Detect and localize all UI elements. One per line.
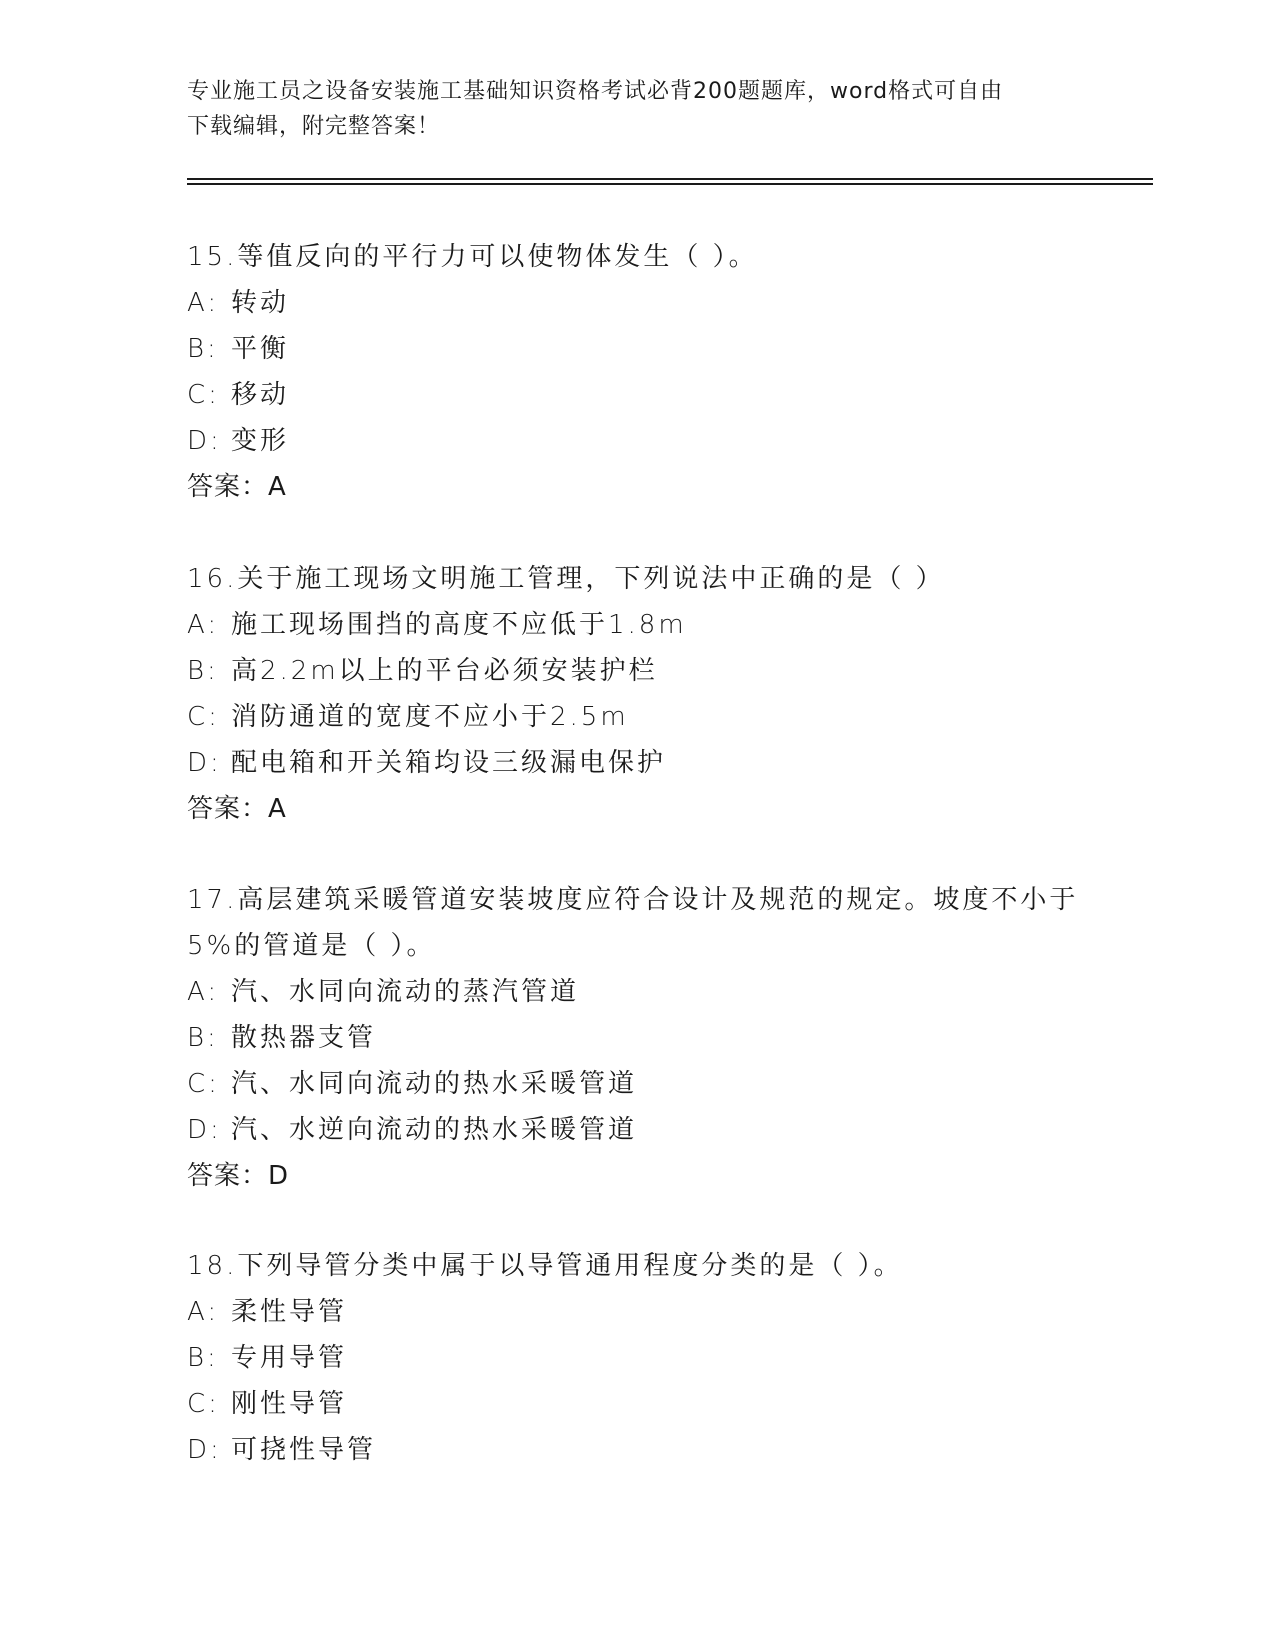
option-letter: D: [187, 426, 222, 456]
option-text: 施工现场围挡的高度不应低于1.8m [231, 610, 687, 640]
option-d [187, 1427, 1107, 1473]
answer-line: 答案：A [187, 794, 287, 824]
header-divider-top [187, 178, 1153, 180]
option-text: 刚性导管 [231, 1389, 348, 1419]
question-18 [187, 1243, 1107, 1473]
option-text: 平衡 [231, 334, 290, 364]
option-letter: B: [187, 1023, 219, 1053]
question-stem-line-1: 17.高层建筑采暖管道安装坡度应符合设计及规范的规定。坡度不小于 [187, 885, 1079, 915]
option-text: 汽、水同向流动的热水采暖管道 [231, 1069, 638, 1099]
option-letter: C: [187, 380, 220, 410]
option-letter: C: [187, 702, 220, 732]
option-text: 汽、水同向流动的蒸汽管道 [231, 977, 580, 1007]
header-line-1: 专业施工员之设备安装施工基础知识资格考试必背200题题库，word格式可自由 [187, 79, 1004, 104]
option-d [187, 418, 1107, 464]
header-line-2: 下载编辑，附完整答案！ [187, 114, 441, 139]
option-text: 变形 [231, 426, 290, 456]
option-d [187, 1107, 1107, 1153]
option-letter: C: [187, 1069, 220, 1099]
option-letter: C: [187, 1389, 220, 1419]
option-b [187, 648, 1107, 694]
option-text: 汽、水逆向流动的热水采暖管道 [231, 1115, 638, 1145]
option-d [187, 740, 1107, 786]
option-text: 消防通道的宽度不应小于2.5m [231, 702, 629, 732]
option-text: 高2.2m以上的平台必须安装护栏 [231, 656, 658, 686]
question-stem-line-2: 5%的管道是（ ）。 [187, 931, 436, 961]
option-letter: D: [187, 1435, 222, 1465]
option-c [187, 1061, 1107, 1107]
option-b [187, 326, 1107, 372]
option-text: 可挠性导管 [231, 1435, 377, 1465]
question-16 [187, 556, 1107, 832]
answer-line: 答案：A [187, 472, 287, 502]
option-letter: A: [187, 977, 220, 1007]
option-a [187, 602, 1107, 648]
option-text: 散热器支管 [231, 1023, 377, 1053]
option-letter: A: [187, 610, 220, 640]
option-text: 柔性导管 [231, 1297, 348, 1327]
option-letter: B: [187, 334, 219, 364]
question-stem: 15.等值反向的平行力可以使物体发生（ ）。 [187, 242, 758, 272]
option-text: 专用导管 [231, 1343, 348, 1373]
option-c [187, 694, 1107, 740]
option-letter: A: [187, 1297, 220, 1327]
document-header [187, 74, 1087, 144]
option-c [187, 372, 1107, 418]
option-letter: B: [187, 656, 219, 686]
option-letter: D: [187, 748, 222, 778]
option-text: 移动 [231, 380, 290, 410]
option-a [187, 969, 1107, 1015]
question-stem: 18.下列导管分类中属于以导管通用程度分类的是（ ）。 [187, 1251, 903, 1281]
option-b [187, 1335, 1107, 1381]
question-17 [187, 877, 1107, 1199]
option-text: 配电箱和开关箱均设三级漏电保护 [231, 748, 667, 778]
option-text: 转动 [231, 288, 290, 318]
option-letter: D: [187, 1115, 222, 1145]
option-b [187, 1015, 1107, 1061]
question-stem: 16.关于施工现场文明施工管理，下列说法中正确的是（ ） [187, 564, 945, 594]
option-c [187, 1381, 1107, 1427]
option-letter: B: [187, 1343, 219, 1373]
answer-line: 答案：D [187, 1161, 290, 1191]
option-a [187, 1289, 1107, 1335]
header-divider-bottom [187, 183, 1153, 185]
option-letter: A: [187, 288, 220, 318]
question-15 [187, 234, 1107, 510]
option-a [187, 280, 1107, 326]
